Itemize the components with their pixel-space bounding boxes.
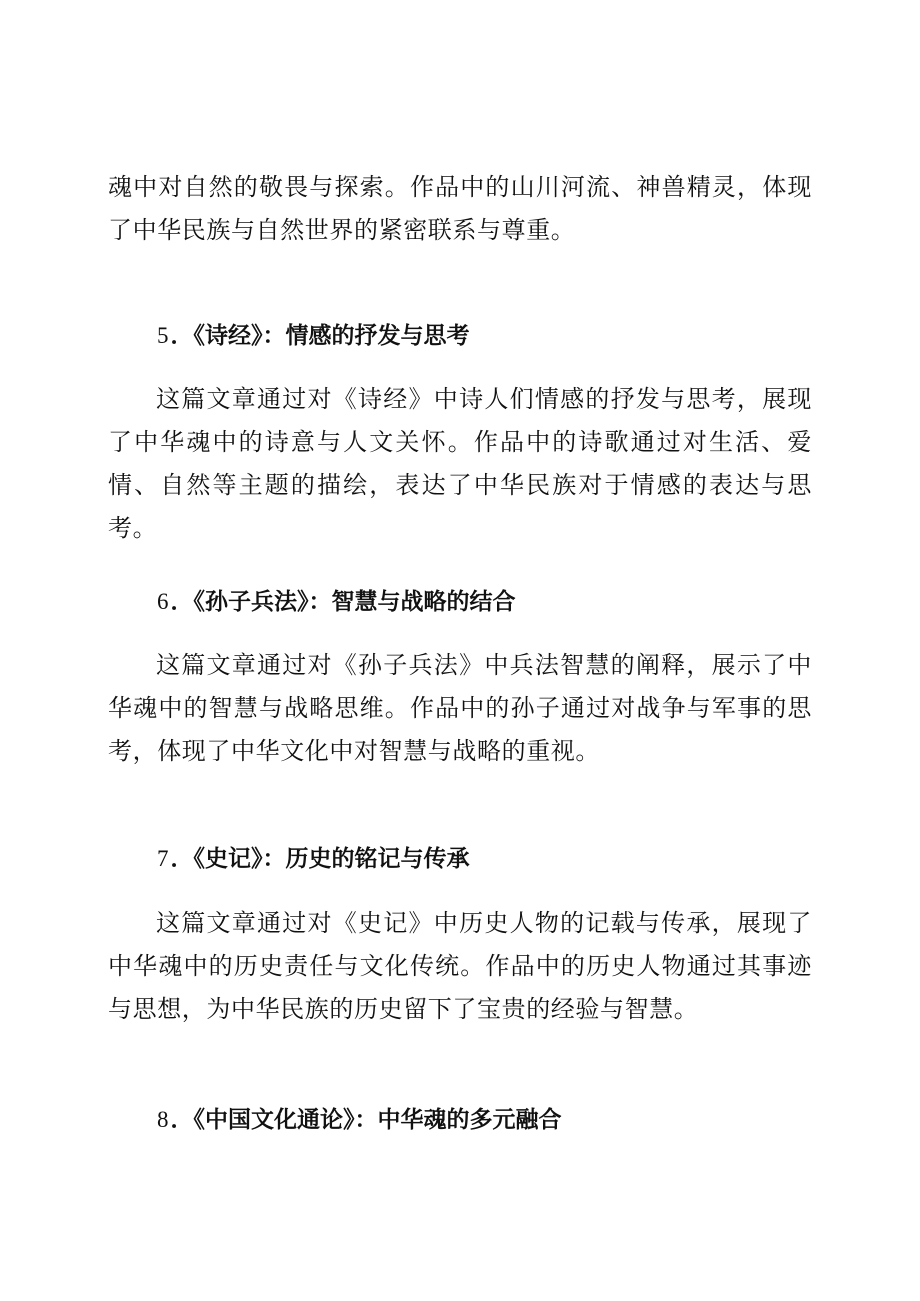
section-title: ．《中国文化通论》：中华魂的多元融合: [170, 1107, 562, 1133]
section-number: 7: [157, 846, 169, 871]
section-title: ．《史记》：历史的铭记与传承: [170, 846, 470, 872]
section-body-5: 这篇文章通过对《诗经》中诗人们情感的抒发与思考，展现了中华魂中的诗意与人文关怀。作品中的诗歌通过对生活、爱情、自然等主题的描绘，表达了中华民族对于情感的表达与思考。: [108, 385, 812, 542]
section-body-6: 这篇文章通过对《孙子兵法》中兵法智慧的阐释，展示了中华魂中的智慧与战略思维。作品中的孙子通过对战争与军事的思考，体现了中华文化中对智慧与战略的重视。: [108, 651, 812, 765]
intro-paragraph: 魂中对自然的敬畏与探索。作品中的山川河流、神兽精灵，体现了中华民族与自然世界的紧密联系与尊重。: [108, 173, 812, 244]
section-title: ．《诗经》：情感的抒发与思考: [170, 323, 470, 349]
section-heading-8: [157, 1105, 562, 1135]
section-number: 5: [157, 323, 169, 348]
section-number: 8: [157, 1107, 169, 1132]
section-body-7: 这篇文章通过对《史记》中历史人物的记载与传承，展现了中华魂中的历史责任与文化传统。作品中的历史人物通过其事迹与思想，为中华民族的历史留下了宝贵的经验与智慧。: [108, 909, 812, 1023]
section-heading-6: [157, 587, 516, 617]
section-number: 6: [157, 589, 169, 614]
section-heading-7: [157, 844, 470, 874]
section-title: ．《孙子兵法》：智慧与战略的结合: [170, 589, 516, 615]
section-heading-5: [157, 321, 470, 351]
